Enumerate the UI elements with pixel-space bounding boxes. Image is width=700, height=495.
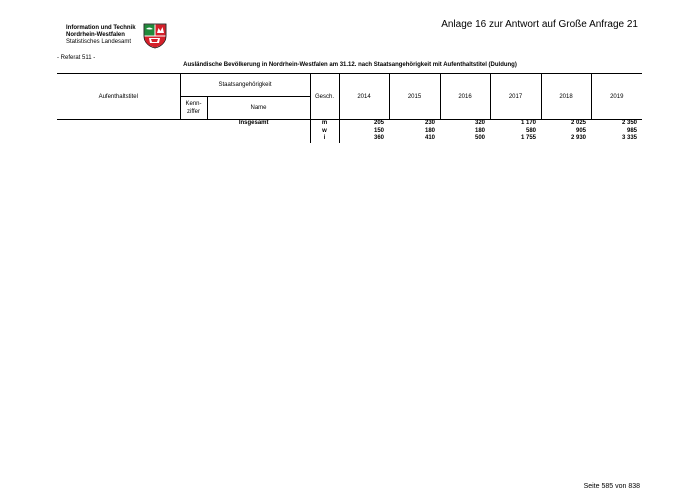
org-name-line2: Nordrhein-Westfalen xyxy=(66,32,125,39)
nrw-coat-of-arms-icon xyxy=(143,23,167,49)
value-m-2019: 2 350 xyxy=(622,120,638,126)
header-year-2014: 2014 xyxy=(339,74,389,120)
value-i-2014: 360 xyxy=(374,135,385,142)
value-cell-2014 xyxy=(339,120,389,143)
value-w-2018: 905 xyxy=(576,127,587,134)
value-cell-2015 xyxy=(389,120,440,143)
table-row xyxy=(57,120,642,143)
org-block xyxy=(66,25,136,47)
value-w-2019: 985 xyxy=(627,127,638,134)
value-i-2019: 3 335 xyxy=(622,135,638,142)
value-cell-2017 xyxy=(490,120,541,143)
sex-m: m xyxy=(321,120,328,126)
value-m-2018: 2 025 xyxy=(571,120,587,126)
statistics-table xyxy=(57,73,642,143)
value-m-2015: 230 xyxy=(425,120,436,126)
header-year-2015: 2015 xyxy=(389,74,440,120)
org-name-line3: Statistisches Landesamt xyxy=(66,39,132,46)
header-aufenthaltstitel: Aufenthaltstitel xyxy=(57,74,180,120)
header-name: Name xyxy=(207,97,310,120)
value-m-2016: 320 xyxy=(475,120,486,126)
row-label-insgesamt: Insgesamt xyxy=(238,120,269,126)
value-w-2014: 150 xyxy=(374,127,385,134)
value-i-2015: 410 xyxy=(425,135,436,142)
document-title: Anlage 16 zur Antwort auf Große Anfrage 21 xyxy=(441,19,638,30)
table-title: Ausländische Bevölkerung in Nordrhein-Westfalen am 31.12. nach Staatsangehörigkeit mit Aufenthaltstitel (Duldung) xyxy=(183,62,517,68)
value-i-2016: 500 xyxy=(475,135,486,142)
org-name-line1: Information und Technik xyxy=(66,25,136,31)
sex-w: w xyxy=(322,127,327,134)
value-cell-2019 xyxy=(591,120,642,143)
value-w-2016: 180 xyxy=(475,127,486,134)
header-geschlecht: Gesch. xyxy=(310,74,339,120)
value-i-2018: 2 930 xyxy=(571,135,587,142)
header-kennziffer: Kenn- ziffer xyxy=(180,97,207,120)
value-m-2014: 205 xyxy=(374,120,385,126)
value-i-2017: 1 755 xyxy=(521,135,537,142)
value-w-2017: 580 xyxy=(526,127,537,134)
referat-label: - Referat 511 - xyxy=(57,55,96,61)
value-w-2015: 180 xyxy=(425,127,436,134)
header-year-2017: 2017 xyxy=(490,74,541,120)
value-cell-2018 xyxy=(541,120,591,143)
header-staatsangehoerigkeit: Staatsangehörigkeit xyxy=(180,74,310,97)
header-year-2019: 2019 xyxy=(591,74,642,120)
value-m-2017: 1 170 xyxy=(521,120,537,126)
value-cell-2016 xyxy=(440,120,490,143)
header-year-2018: 2018 xyxy=(541,74,591,120)
page-number: Seite 585 von 838 xyxy=(583,483,640,490)
sex-cell xyxy=(310,120,339,143)
sex-i: i xyxy=(323,135,326,142)
header-year-2016: 2016 xyxy=(440,74,490,120)
